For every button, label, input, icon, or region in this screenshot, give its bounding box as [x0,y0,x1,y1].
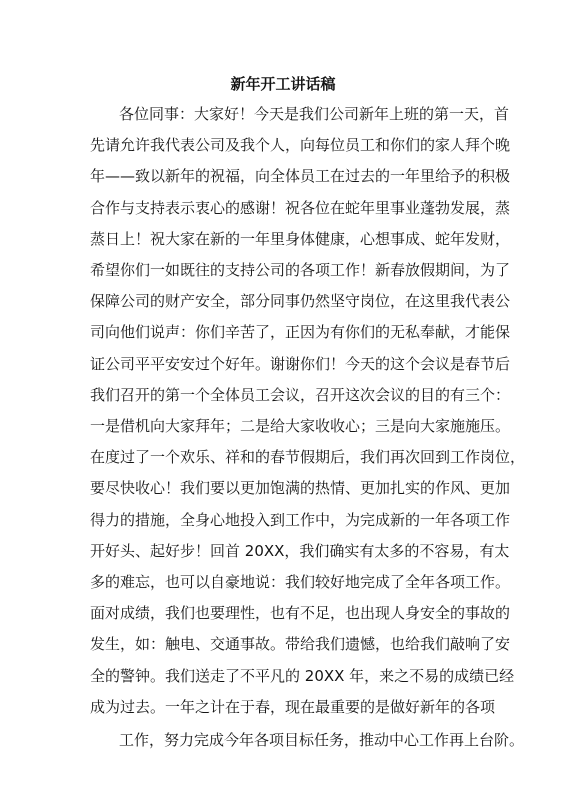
paragraph-line-19: 全的警钟。我们送走了不平凡的 20XX 年，来之不易的成绩已经 [90,667,515,685]
paragraph-line-6: 希望你们一如既往的支持公司的各项工作！新春放假期间，为了 [90,261,511,279]
document-title: 新年开工讲话稿 [230,75,336,93]
paragraph-line-1: 各位同事：大家好！今天是我们公司新年上班的第一天，首 [119,105,510,123]
paragraph-line-12: 在度过了一个欢乐、祥和的春节假期后，我们再次回到工作岗位， [90,448,526,466]
paragraph-line-9: 证公司平平安安过个好年。谢谢你们！今天的这个会议是春节后 [90,355,511,373]
paragraph-line-17: 面对成绩，我们也要理性，也有不足，也出现人身安全的事故的 [90,604,511,622]
paragraph-line-21: 工作，努力完成今年各项目标任务，推动中心工作再上台阶。 [119,731,525,749]
paragraph-line-4: 合作与支持表示衷心的感谢！祝各位在蛇年里事业蓬勃发展，蒸 [90,199,511,217]
paragraph-line-18: 发生，如：触电、交通事故。带给我们遗憾，也给我们敲响了安 [90,635,511,653]
paragraph-line-2: 先请允许我代表公司及我个人，向每位员工和你们的家人拜个晚 [90,136,511,154]
paragraph-line-14: 得力的措施，全身心地投入到工作中，为完成新的一年各项工作 [90,511,511,529]
paragraph-line-8: 司向他们说声：你们辛苦了，正因为有你们的无私奉献，才能保 [90,323,511,341]
paragraph-line-13: 要尽快收心！我们要以更加饱满的热情、更加扎实的作风、更加 [90,479,511,497]
paragraph-line-20: 成为过去。一年之计在于春，现在最重要的是做好新年的各项 [90,698,496,716]
paragraph-line-10: 我们召开的第一个全体员工会议，召开这次会议的目的有三个： [90,386,511,404]
paragraph-line-7: 保障公司的财产安全，部分同事仍然坚守岗位，在这里我代表公 [90,292,511,310]
paragraph-line-3: 年——致以新年的祝福，向全体员工在过去的一年里给予的积极 [90,167,511,185]
paragraph-line-11: 一是借机向大家拜年；二是给大家收收心；三是向大家施施压。 [90,417,511,435]
paragraph-line-15: 开好头、起好步！回首 20XX，我们确实有太多的不容易，有太 [90,542,510,560]
paragraph-line-16: 多的难忘，也可以自豪地说：我们较好地完成了全年各项工作。 [90,573,511,591]
paragraph-line-5: 蒸日上！祝大家在新的一年里身体健康，心想事成、蛇年发财， [90,230,511,248]
